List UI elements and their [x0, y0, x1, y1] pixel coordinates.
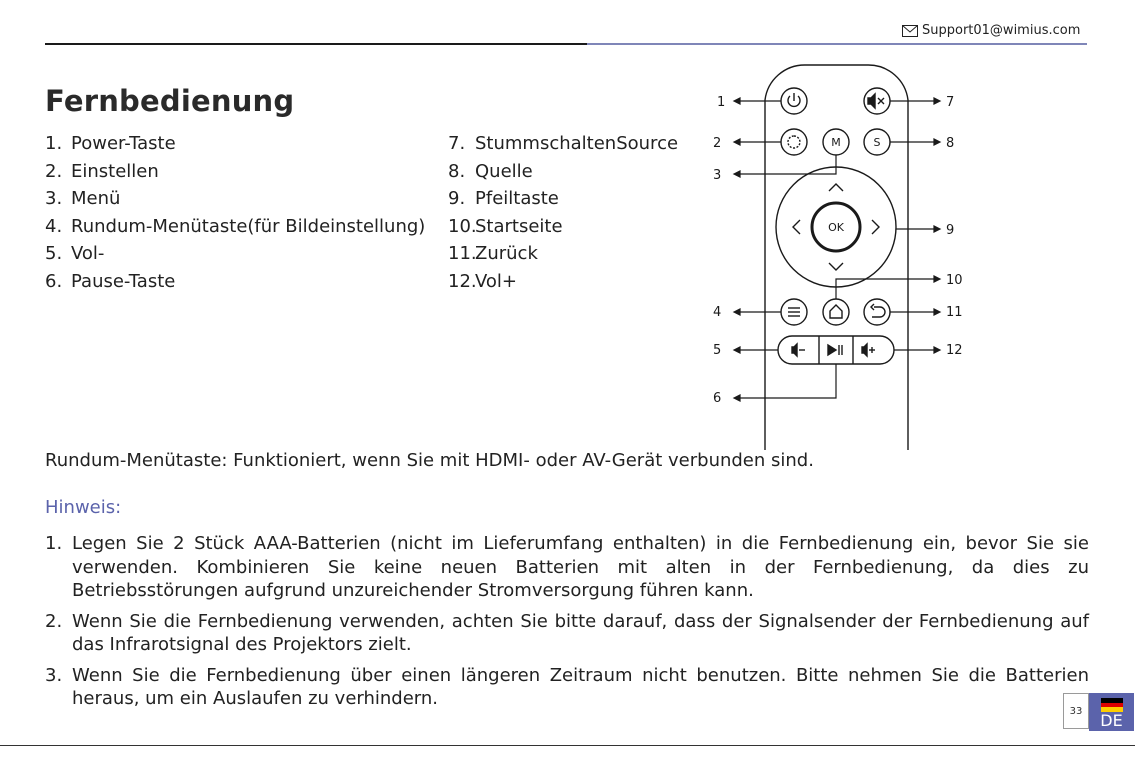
list-icon: [788, 308, 800, 316]
menu-button-label: M: [831, 136, 841, 149]
volume-down-icon: [792, 344, 797, 356]
callout-6: 6: [713, 391, 722, 406]
page-title: Fernbedienung: [45, 84, 295, 118]
legend-item: 6. Pause-Taste: [45, 270, 176, 292]
legend-item: 11.Zurück: [448, 243, 538, 265]
home-icon: [830, 305, 842, 318]
callout-8: 8: [946, 136, 955, 151]
legend-item: 8. Quelle: [448, 160, 533, 182]
hinweis-list: [45, 532, 1089, 718]
callout-9: 9: [946, 223, 955, 238]
legend-item: 10.Startseite: [448, 215, 563, 237]
legend-item: 1. Power-Taste: [45, 133, 176, 154]
legend-item: 5. Vol-: [45, 243, 105, 265]
legend-list-right: [448, 130, 678, 296]
legend-item: 9. Pfeiltaste: [448, 188, 559, 210]
footer-rule: [0, 745, 1135, 746]
language-label: DE: [1100, 711, 1123, 730]
chevron-up-icon: [829, 184, 843, 191]
back-icon: [871, 304, 885, 317]
legend-list-left: [45, 130, 425, 296]
callout-10: 10: [946, 273, 963, 288]
source-button-label: S: [873, 136, 881, 149]
callout-4: 4: [713, 305, 722, 320]
chevron-right-icon: [872, 220, 879, 234]
support-email: [902, 23, 1080, 38]
hinweis-item: 3. Wenn Sie die Fernbedienung über einen längeren Zeitraum nicht benutzen. Bitte nehmen Sie die Batterien heraus, um ein Auslaufen zu verhindern.: [45, 664, 1089, 709]
german-flag-icon: [1101, 698, 1123, 712]
legend-item: 3. Menü: [45, 188, 121, 210]
hinweis-item: 2. Wenn Sie die Fernbedienung verwenden, achten Sie bitte darauf, dass der Signalsender der Fernbedienung auf das Infrarotsignal des Projektors zielt.: [45, 610, 1089, 655]
settings-icon: [788, 136, 800, 148]
callout-2: 2: [713, 136, 722, 151]
hinweis-heading: Hinweis:: [45, 497, 122, 518]
callout-12: 12: [946, 343, 963, 358]
home-button: [823, 299, 849, 325]
back-button: [864, 299, 890, 325]
callout-11: 11: [946, 305, 963, 320]
language-badge: [1089, 693, 1134, 731]
ok-button-label: OK: [828, 221, 844, 234]
header-rule-light: [587, 43, 1087, 45]
legend-item: 2. Einstellen: [45, 160, 159, 182]
support-email-text: Support01@wimius.com: [922, 23, 1081, 38]
page-number: 33: [1063, 693, 1089, 729]
chevron-down-icon: [829, 263, 843, 270]
legend-item: 4. Rundum-Menütaste(für Bildeinstellung): [45, 215, 426, 237]
chevron-left-icon: [793, 220, 800, 234]
volume-up-icon: [862, 344, 867, 356]
mute-icon: [868, 94, 875, 108]
mail-icon: [902, 25, 918, 37]
remote-diagram: [690, 60, 990, 455]
legend-item: 7. StummschaltenSource: [448, 133, 679, 154]
legend-item: 12.Vol+: [448, 270, 518, 292]
hinweis-item: 1. Legen Sie 2 Stück AAA-Batterien (nicht im Lieferumfang enthalten) in die Fernbedienung ein, bevor Sie sie verwenden. Kombinieren Sie keine neuen Batterien mit alten in der Fernbedienung, da dies zu Betriebsstörungen aufgrund unzureichender Stromversorgung führen kann.: [45, 533, 1089, 601]
play-pause-icon: [828, 345, 836, 355]
callout-5: 5: [713, 343, 722, 358]
settings-button: [781, 129, 807, 155]
callout-3: 3: [713, 168, 722, 183]
header-rule-dark: [45, 43, 587, 45]
callout-7: 7: [946, 95, 955, 110]
round-menu-note: Rundum-Menütaste: Funktioniert, wenn Sie mit HDMI- oder AV-Gerät verbunden sind.: [45, 450, 814, 471]
callout-1: 1: [717, 95, 726, 110]
